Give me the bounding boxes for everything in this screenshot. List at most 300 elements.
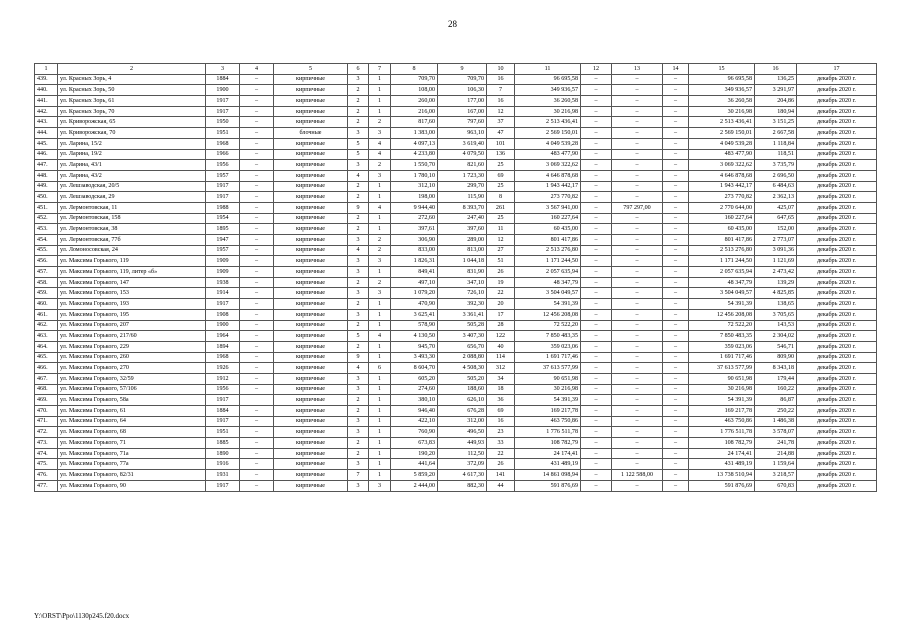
table-cell: 160 227,64 <box>515 213 581 224</box>
table-cell: кирпичные <box>274 256 348 267</box>
table-cell: 3 <box>369 128 391 139</box>
table-cell: – <box>581 267 612 278</box>
table-cell: декабрь 2020 г. <box>797 74 877 85</box>
table-cell: ул. Максима Горького, 147 <box>58 277 206 288</box>
table-cell: – <box>240 74 274 85</box>
table-cell: кирпичные <box>274 74 348 85</box>
column-header-8: 8 <box>391 64 438 75</box>
table-cell: 2 513 276,80 <box>515 245 581 256</box>
table-cell: 1895 <box>206 224 240 235</box>
table-cell: 1951 <box>206 427 240 438</box>
table-cell: 1 <box>369 213 391 224</box>
table-cell: 54 391,39 <box>515 299 581 310</box>
table-cell: 3 <box>348 288 369 299</box>
table-row <box>35 395 877 406</box>
table-cell: 454. <box>35 235 58 246</box>
table-cell: 188,60 <box>438 384 487 395</box>
table-cell: декабрь 2020 г. <box>797 384 877 395</box>
table-cell: ул. Красных Зорь, 50 <box>58 85 206 96</box>
table-cell: 54 391,39 <box>689 299 755 310</box>
table-cell: 7 850 483,35 <box>515 331 581 342</box>
table-cell: 2 <box>348 395 369 406</box>
table-cell: ул. Красных Зорь, 70 <box>58 106 206 117</box>
table-cell: – <box>240 406 274 417</box>
table-cell: 1917 <box>206 96 240 107</box>
table-cell: 670,83 <box>755 480 797 491</box>
table-cell: – <box>612 74 663 85</box>
column-header-5: 5 <box>274 64 348 75</box>
table-cell: 458. <box>35 277 58 288</box>
table-cell: кирпичные <box>274 480 348 491</box>
table-cell: 36 260,58 <box>689 96 755 107</box>
table-cell: 4 <box>348 363 369 374</box>
table-cell: 8 393,70 <box>438 202 487 213</box>
table-cell: – <box>612 384 663 395</box>
table-cell: – <box>240 96 274 107</box>
table-row <box>35 213 877 224</box>
table-cell: декабрь 2020 г. <box>797 202 877 213</box>
table-cell: декабрь 2020 г. <box>797 128 877 139</box>
table-row <box>35 480 877 491</box>
table-cell: 3 <box>348 384 369 395</box>
table-cell: – <box>240 149 274 160</box>
table-cell: 169 217,78 <box>689 406 755 417</box>
table-cell: – <box>581 341 612 352</box>
table-cell: 425,07 <box>755 202 797 213</box>
table-cell: 1 <box>369 373 391 384</box>
table-cell: 44 <box>487 480 515 491</box>
table-cell: 139,29 <box>755 277 797 288</box>
table-cell: 456. <box>35 256 58 267</box>
table-cell: 60 435,00 <box>689 224 755 235</box>
table-cell: 477. <box>35 480 58 491</box>
column-header-12: 12 <box>581 64 612 75</box>
table-cell: – <box>612 235 663 246</box>
table-cell: 359 023,06 <box>689 341 755 352</box>
table-cell: – <box>581 373 612 384</box>
table-cell: – <box>663 138 689 149</box>
table-cell: 12 456 208,08 <box>689 309 755 320</box>
table-cell: 372,09 <box>438 459 487 470</box>
table-cell: 1 780,10 <box>391 170 438 181</box>
table-cell: 1 118,84 <box>755 138 797 149</box>
table-cell: – <box>612 288 663 299</box>
table-cell: 726,10 <box>438 288 487 299</box>
table-cell: 1931 <box>206 470 240 481</box>
table-cell: – <box>663 438 689 449</box>
table-cell: 1 <box>369 459 391 470</box>
table-cell: 1957 <box>206 245 240 256</box>
table-cell: – <box>240 224 274 235</box>
table-cell: 312 <box>487 363 515 374</box>
table-cell: кирпичные <box>274 106 348 117</box>
table-cell: 460. <box>35 299 58 310</box>
table-cell: 69 <box>487 170 515 181</box>
table-cell: декабрь 2020 г. <box>797 256 877 267</box>
table-cell: – <box>581 181 612 192</box>
table-cell: 448. <box>35 170 58 181</box>
table-cell: – <box>581 138 612 149</box>
table-cell: 30 216,98 <box>689 106 755 117</box>
table-cell: кирпичные <box>274 224 348 235</box>
table-cell: 1 691 717,46 <box>515 352 581 363</box>
table-cell: – <box>240 213 274 224</box>
table-cell: 347,10 <box>438 277 487 288</box>
table-cell: 2 473,42 <box>755 267 797 278</box>
table-cell: 96 695,58 <box>689 74 755 85</box>
table-cell: 801 417,86 <box>515 235 581 246</box>
table-cell: ул. Максима Горького, 61 <box>58 406 206 417</box>
table-cell: 25 <box>487 160 515 171</box>
table-cell: 3 291,97 <box>755 85 797 96</box>
table-cell: 2 <box>348 448 369 459</box>
table-cell: – <box>663 256 689 267</box>
table-cell: 3 493,30 <box>391 352 438 363</box>
table-cell: декабрь 2020 г. <box>797 170 877 181</box>
table-cell: 1968 <box>206 138 240 149</box>
table-cell: 449. <box>35 181 58 192</box>
table-cell: 3 <box>348 74 369 85</box>
table-cell: 108,00 <box>391 85 438 96</box>
table-cell: кирпичные <box>274 416 348 427</box>
table-cell: 467. <box>35 373 58 384</box>
table-cell: – <box>663 459 689 470</box>
table-cell: 1909 <box>206 256 240 267</box>
table-cell: 709,70 <box>438 74 487 85</box>
table-cell: декабрь 2020 г. <box>797 373 877 384</box>
table-cell: ул. Максима Горького, 58а <box>58 395 206 406</box>
table-cell: декабрь 2020 г. <box>797 331 877 342</box>
column-header-16: 16 <box>755 64 797 75</box>
table-cell: 397,61 <box>391 224 438 235</box>
table-cell: 261 <box>487 202 515 213</box>
table-cell: – <box>612 224 663 235</box>
table-row <box>35 448 877 459</box>
table-cell: 14 861 098,94 <box>515 470 581 481</box>
table-cell: – <box>663 320 689 331</box>
table-cell: 441. <box>35 96 58 107</box>
table-cell: – <box>581 85 612 96</box>
table-cell: 1 <box>369 309 391 320</box>
table-cell: кирпичные <box>274 395 348 406</box>
table-cell: 106,30 <box>438 85 487 96</box>
table-cell: ул. Лермонтовская, 11 <box>58 202 206 213</box>
table-cell: 496,50 <box>438 427 487 438</box>
table-cell: 1988 <box>206 202 240 213</box>
table-cell: 22 <box>487 288 515 299</box>
table-cell: – <box>581 128 612 139</box>
table-cell: 3 091,36 <box>755 245 797 256</box>
table-row <box>35 74 877 85</box>
table-row <box>35 416 877 427</box>
table-cell: декабрь 2020 г. <box>797 117 877 128</box>
table-cell: – <box>612 373 663 384</box>
table-cell: – <box>581 331 612 342</box>
column-header-11: 11 <box>515 64 581 75</box>
page-number: 28 <box>448 19 457 29</box>
table-cell: – <box>240 299 274 310</box>
table-cell: кирпичные <box>274 245 348 256</box>
table-cell: – <box>581 245 612 256</box>
table-cell: – <box>240 202 274 213</box>
table-cell: – <box>581 224 612 235</box>
table-cell: 28 <box>487 320 515 331</box>
table-cell: кирпичные <box>274 288 348 299</box>
table-row <box>35 320 877 331</box>
table-cell: 1 776 511,78 <box>515 427 581 438</box>
table-cell: – <box>240 138 274 149</box>
table-body <box>35 74 877 491</box>
table-cell: – <box>240 181 274 192</box>
table-cell: 4 646 878,68 <box>689 170 755 181</box>
table-cell: 4 <box>369 149 391 160</box>
table-cell: 473. <box>35 438 58 449</box>
table-cell: 2 770 644,00 <box>689 202 755 213</box>
table-cell <box>240 395 274 406</box>
table-cell: ул. Лешзаводская, 20/5 <box>58 181 206 192</box>
table-cell: ул. Максима Горького, 217/60 <box>58 331 206 342</box>
table-cell: кирпичные <box>274 438 348 449</box>
table-cell: – <box>612 299 663 310</box>
table-cell: – <box>663 309 689 320</box>
table-cell: – <box>612 448 663 459</box>
table-cell: 2 569 150,01 <box>689 128 755 139</box>
table-row <box>35 245 877 256</box>
table-cell: 1 <box>369 406 391 417</box>
table-cell: – <box>663 267 689 278</box>
table-cell: – <box>612 438 663 449</box>
table-row <box>35 341 877 352</box>
table-cell: – <box>663 160 689 171</box>
table-cell: 1 079,20 <box>391 288 438 299</box>
table-cell: ул. Ларина, 43/2 <box>58 170 206 181</box>
table-cell: 1917 <box>206 416 240 427</box>
table-cell: 274,60 <box>391 384 438 395</box>
table-cell: 673,83 <box>391 438 438 449</box>
table-cell: – <box>663 341 689 352</box>
table-cell: 1900 <box>206 320 240 331</box>
table-cell: 2 <box>369 235 391 246</box>
table-cell: 198,00 <box>391 192 438 203</box>
table-cell: – <box>581 149 612 160</box>
table-cell: 273 770,82 <box>689 192 755 203</box>
table-cell: 1916 <box>206 459 240 470</box>
table-cell: – <box>663 117 689 128</box>
table-cell: 4 <box>348 170 369 181</box>
table-cell: 1 691 717,46 <box>689 352 755 363</box>
table-cell: 813,00 <box>438 245 487 256</box>
table-cell: 2 444,00 <box>391 480 438 491</box>
table-cell: декабрь 2020 г. <box>797 438 877 449</box>
table-cell: 260,00 <box>391 96 438 107</box>
table-cell: 24 174,41 <box>515 448 581 459</box>
table-cell: 1 <box>369 224 391 235</box>
table-cell: 4 049 539,28 <box>689 138 755 149</box>
table-cell: ул. Максима Горького, 260 <box>58 352 206 363</box>
table-cell: 2 <box>348 181 369 192</box>
table-cell: – <box>612 427 663 438</box>
table-cell: 1956 <box>206 384 240 395</box>
column-numbers-row <box>35 64 877 75</box>
table-cell: 709,70 <box>391 74 438 85</box>
table-cell: кирпичные <box>274 160 348 171</box>
table-row <box>35 85 877 96</box>
table-cell: – <box>612 320 663 331</box>
table-cell: декабрь 2020 г. <box>797 309 877 320</box>
table-cell: – <box>663 352 689 363</box>
table-cell: – <box>581 235 612 246</box>
table-cell: – <box>663 427 689 438</box>
table-cell: 27 <box>487 245 515 256</box>
table-cell: 9 <box>348 202 369 213</box>
column-header-6: 6 <box>348 64 369 75</box>
table-row <box>35 352 877 363</box>
table-cell: 5 <box>348 138 369 149</box>
table-cell: 463. <box>35 331 58 342</box>
table-cell: 440. <box>35 85 58 96</box>
table-row <box>35 170 877 181</box>
table-cell: ул. Максима Горького, 119 <box>58 256 206 267</box>
table-cell: 48 347,79 <box>515 277 581 288</box>
table-cell: – <box>240 373 274 384</box>
table-cell: – <box>612 245 663 256</box>
table-row <box>35 128 877 139</box>
table-cell: 3 <box>348 235 369 246</box>
column-header-14: 14 <box>663 64 689 75</box>
table-cell: 1 <box>369 341 391 352</box>
table-cell: – <box>612 85 663 96</box>
table-cell: 4 130,50 <box>391 331 438 342</box>
table-cell: – <box>240 309 274 320</box>
table-cell: – <box>581 480 612 491</box>
table-cell: 4 825,85 <box>755 288 797 299</box>
table-cell: 1 <box>369 106 391 117</box>
table-cell: 1917 <box>206 181 240 192</box>
table-cell: 37 613 577,99 <box>515 363 581 374</box>
table-cell: ул. Максима Горького, 229 <box>58 341 206 352</box>
table-cell: 466. <box>35 363 58 374</box>
table-cell: кирпичные <box>274 149 348 160</box>
table-cell: кирпичные <box>274 309 348 320</box>
table-cell: 12 456 208,08 <box>515 309 581 320</box>
table-cell: 1890 <box>206 448 240 459</box>
table-cell: 96 695,58 <box>515 74 581 85</box>
table-cell: – <box>240 235 274 246</box>
table-cell: 2 569 150,01 <box>515 128 581 139</box>
table-cell: ул. Максима Горького, 195 <box>58 309 206 320</box>
table-cell: 2 667,58 <box>755 128 797 139</box>
table-cell: кирпичные <box>274 363 348 374</box>
table-cell: – <box>612 416 663 427</box>
table-cell: – <box>663 384 689 395</box>
table-cell: – <box>663 106 689 117</box>
table-cell: 143,53 <box>755 320 797 331</box>
table-cell: – <box>240 256 274 267</box>
column-header-15: 15 <box>689 64 755 75</box>
table-cell: – <box>612 192 663 203</box>
table-cell: декабрь 2020 г. <box>797 459 877 470</box>
table-cell: 431 489,19 <box>515 459 581 470</box>
table-cell: 1917 <box>206 106 240 117</box>
table-cell: 1 <box>369 192 391 203</box>
table-cell: 2 <box>348 117 369 128</box>
table-cell: – <box>581 320 612 331</box>
table-cell: – <box>240 470 274 481</box>
table-cell: – <box>612 352 663 363</box>
table-cell: 4 <box>348 245 369 256</box>
table-cell: – <box>663 373 689 384</box>
table-cell: кирпичные <box>274 181 348 192</box>
table-cell: 3 <box>369 288 391 299</box>
table-cell: 1 943 442,17 <box>515 181 581 192</box>
column-header-13: 13 <box>612 64 663 75</box>
table-cell: 180,94 <box>755 106 797 117</box>
table-cell: – <box>663 149 689 160</box>
table-cell: кирпичные <box>274 267 348 278</box>
table-row <box>35 202 877 213</box>
table-row <box>35 181 877 192</box>
table-cell: 3 567 941,00 <box>515 202 581 213</box>
table-cell: 138,65 <box>755 299 797 310</box>
table-cell: 3 <box>348 459 369 470</box>
table-cell: 2 513 436,41 <box>689 117 755 128</box>
table-cell: кирпичные <box>274 406 348 417</box>
table-cell: 51 <box>487 256 515 267</box>
table-cell: 7 <box>348 470 369 481</box>
table-cell: 483 477,90 <box>515 149 581 160</box>
table-cell: 1 044,18 <box>438 256 487 267</box>
table-cell: 214,88 <box>755 448 797 459</box>
table-cell: 299,70 <box>438 181 487 192</box>
table-cell: 2 <box>348 299 369 310</box>
table-cell: – <box>581 202 612 213</box>
table-cell: 1 159,64 <box>755 459 797 470</box>
table-cell: 469. <box>35 395 58 406</box>
table-cell: 1 122 588,00 <box>612 470 663 481</box>
table-cell: 1 <box>369 181 391 192</box>
table-cell: 1 <box>369 448 391 459</box>
table-cell: 349 936,57 <box>515 85 581 96</box>
table-cell: декабрь 2020 г. <box>797 416 877 427</box>
table-cell: 7 <box>487 85 515 96</box>
table-header <box>35 64 877 75</box>
table-cell: 2 513 276,80 <box>689 245 755 256</box>
table-cell: – <box>240 128 274 139</box>
table-cell: 797 297,00 <box>612 202 663 213</box>
table-cell: – <box>581 427 612 438</box>
table-cell: 1964 <box>206 331 240 342</box>
table-cell: 36 260,58 <box>515 96 581 107</box>
table-cell: 882,30 <box>438 480 487 491</box>
table-cell: – <box>663 363 689 374</box>
table-cell: – <box>663 96 689 107</box>
table-cell: 849,41 <box>391 267 438 278</box>
table-cell: – <box>663 74 689 85</box>
table-cell: 12 <box>487 235 515 246</box>
table-cell: декабрь 2020 г. <box>797 267 877 278</box>
table-cell: 380,10 <box>391 395 438 406</box>
column-header-7: 7 <box>369 64 391 75</box>
table-cell: 72 522,20 <box>515 320 581 331</box>
table-cell: 6 <box>369 363 391 374</box>
table-cell: – <box>581 160 612 171</box>
table-cell: 2 <box>348 320 369 331</box>
table-cell: 30 216,98 <box>689 384 755 395</box>
table-cell: 483 477,90 <box>689 149 755 160</box>
table-cell: 30 216,98 <box>515 106 581 117</box>
table-cell: 115,90 <box>438 192 487 203</box>
table-cell: 1957 <box>206 170 240 181</box>
